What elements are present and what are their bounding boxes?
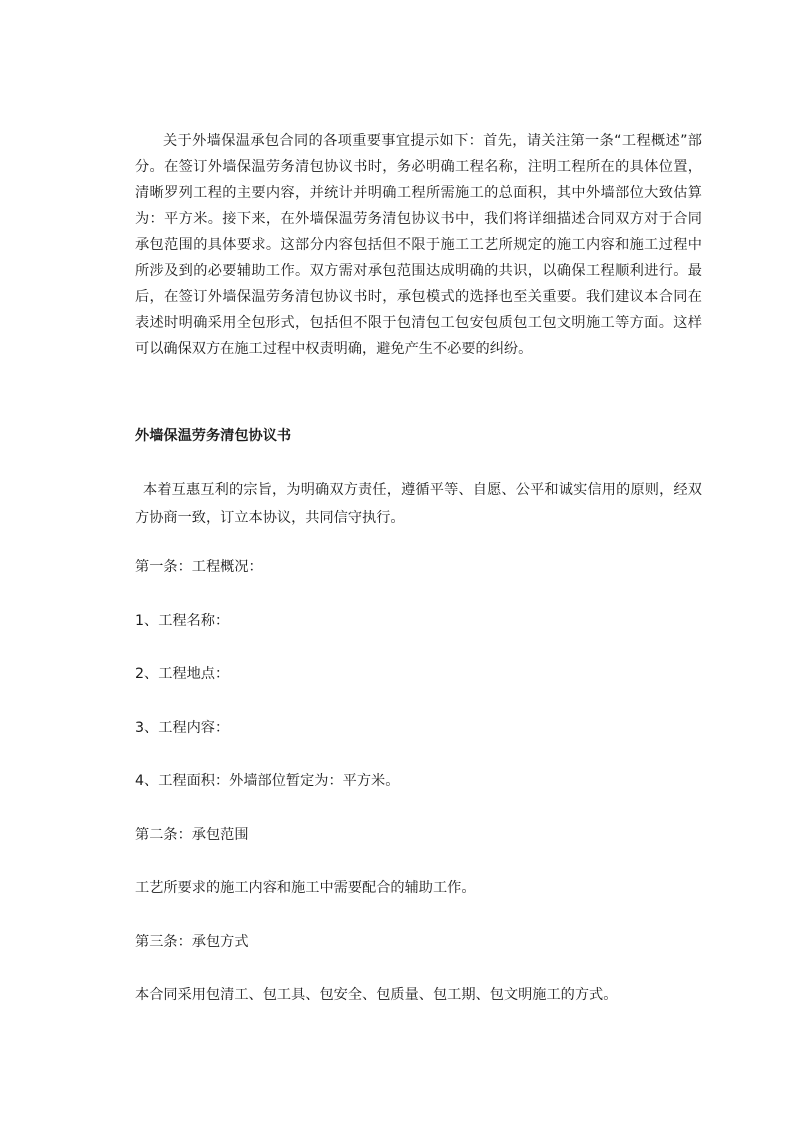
article-1-item-1: 1、工程名称： bbox=[135, 613, 230, 629]
article-2-heading: 第二条：承包范围 bbox=[135, 827, 249, 843]
article-3-heading: 第三条：承包方式 bbox=[135, 934, 249, 950]
article-1-item-4: 4、工程面积：外墙部位暂定为：平方米。 bbox=[135, 773, 400, 789]
article-1-item-2: 2、工程地点： bbox=[135, 666, 230, 682]
intro-paragraph: 关于外墙保温承包合同的各项重要事宜提示如下：首先，请关注第一条“工程概述”部分。在签订外墙保温劳务清包协议书时，务必明确工程名称，注明工程所在的具体位置，清晰罗列工程的主要内容，并统计并明确工程所需施工的总面积，其中外墙部位大致估算为：平方米。接下来，在外墙保温劳务清包协议书中，我们将详细描述合同双方对于合同承包范围的具体要求。这部分内容包括但不限于施工工艺所规定的施工内容和施工过程中所涉及到的必要辅助工作。双方需对承包范围达成明确的共识，以确保工程顺利进行。最后，在签订外墙保温劳务清包协议书时，承包模式的选择也至关重要。我们建议本合同在表述时明确采用全包形式，包括但不限于包清包工包安包质包工包文明施工等方面。这样可以确保双方在施工过程中权责明确，避免产生不必要的纠纷。 bbox=[135, 133, 702, 357]
article-3-body: 本合同采用包清工、包工具、包安全、包质量、包工期、包文明施工的方式。 bbox=[135, 987, 618, 1003]
preamble-paragraph: 本着互惠互利的宗旨，为明确双方责任，遵循平等、自愿、公平和诚实信用的原则，经双方协商一致，订立本协议，共同信守执行。 bbox=[135, 482, 702, 526]
document-title: 外墙保温劳务清包协议书 bbox=[135, 428, 292, 444]
article-2-body: 工艺所要求的施工内容和施工中需要配合的辅助工作。 bbox=[135, 880, 476, 896]
article-1-heading: 第一条：工程概况： bbox=[135, 559, 263, 575]
article-1-item-3: 3、工程内容： bbox=[135, 720, 230, 736]
